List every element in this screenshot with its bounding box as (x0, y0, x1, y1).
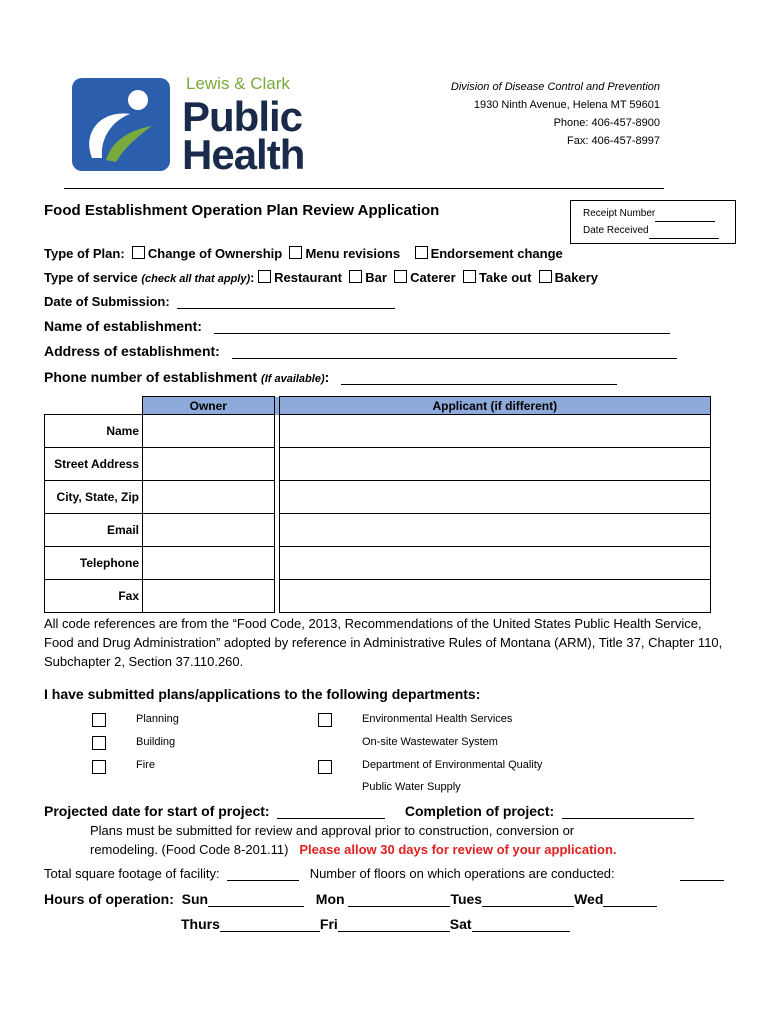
contact-block (451, 78, 660, 150)
checkbox-building[interactable] (92, 736, 106, 750)
row-label: Telephone (45, 547, 143, 580)
floors-label: Number of floors on which operations are conducted: (309, 866, 615, 881)
owner-street-field[interactable] (143, 448, 275, 481)
establishment-name-row (44, 318, 670, 334)
hours-row-1 (44, 891, 657, 907)
table-corner-cell (45, 397, 143, 415)
establishment-address-label: Address of establishment: (44, 343, 220, 359)
receipt-number-label: Receipt Number (583, 208, 656, 219)
owner-name-field[interactable] (143, 415, 275, 448)
applicant-fax-field[interactable] (279, 580, 710, 613)
owner-city-field[interactable] (143, 481, 275, 514)
date-of-submission-label: Date of Submission: (44, 294, 170, 309)
day-mon-field[interactable] (348, 892, 450, 907)
day-tues-field[interactable] (482, 892, 574, 907)
row-label: Name (45, 415, 143, 448)
checkbox-menu-revisions[interactable] (289, 246, 302, 259)
logo-text-public: Public (182, 93, 303, 140)
owner-applicant-table (44, 396, 711, 613)
day-fri-label: Fri (319, 916, 338, 932)
establishment-phone-label: Phone number of establishment (44, 369, 258, 385)
division-name: Division of Disease Control and Prevention (450, 81, 660, 93)
service-option-label: Restaurant (274, 270, 343, 285)
table-row (45, 580, 711, 613)
type-of-plan-label: Type of Plan: (44, 246, 125, 261)
table-row (45, 514, 711, 547)
checkbox-fire[interactable] (92, 760, 106, 774)
phone-colon: : (324, 369, 330, 385)
departments-title: I have submitted plans/applications to the following departments: (44, 686, 481, 702)
day-wed-field[interactable] (603, 892, 657, 907)
date-of-submission-row (44, 294, 395, 309)
dept-planning-label: Planning (136, 713, 179, 725)
plan-option-label: Menu revisions (305, 246, 401, 261)
day-fri-field[interactable] (338, 917, 450, 932)
floors-field[interactable] (680, 866, 724, 881)
form-title: Food Establishment Operation Plan Review Application (44, 202, 440, 219)
row-label: Fax (45, 580, 143, 613)
service-option-label: Bar (365, 270, 387, 285)
table-row (45, 547, 711, 580)
owner-email-field[interactable] (143, 514, 275, 547)
day-wed-label: Wed (574, 891, 604, 907)
checkbox-take-out[interactable] (463, 270, 476, 283)
type-of-service-note: (check all that apply) (141, 273, 251, 285)
establishment-phone-field[interactable] (341, 369, 617, 385)
type-of-service-row: Type of service (check all that apply): Restaurant Bar Caterer Take out Bakery (44, 270, 599, 285)
project-completion-label: Completion of project: (404, 803, 555, 819)
checkbox-caterer[interactable] (394, 270, 407, 283)
project-dates-row (44, 803, 694, 819)
day-sat-field[interactable] (472, 917, 570, 932)
type-of-service-label: Type of service (44, 270, 138, 285)
dept-deq-label: Department of Environmental Quality (362, 759, 543, 771)
logo-text-health: Health (182, 131, 305, 178)
food-code-note: remodeling. (Food Code 8-201.11) (90, 842, 289, 857)
logo-text-lewis-clark: Lewis & Clark (186, 74, 290, 93)
plan-option-label: Change of Ownership (147, 246, 283, 261)
dept-fire-label: Fire (136, 759, 155, 771)
establishment-address-row (44, 343, 677, 359)
dept-onsite-wastewater-label: On-site Wastewater System (362, 736, 498, 748)
applicant-street-field[interactable] (279, 448, 710, 481)
checkbox-endorsement-change[interactable] (415, 246, 428, 259)
dept-public-water-label: Public Water Supply (362, 781, 461, 793)
fax: Fax: 406-457-8997 (567, 135, 660, 147)
checkbox-environmental-health[interactable] (318, 713, 332, 727)
service-option-label: Bakery (554, 270, 599, 285)
day-thurs-field[interactable] (220, 917, 320, 932)
dept-building-label: Building (136, 736, 176, 748)
submission-note-line2 (90, 842, 617, 857)
checkbox-restaurant[interactable] (258, 270, 271, 283)
checkbox-deq[interactable] (318, 760, 332, 774)
sqft-field[interactable] (227, 866, 299, 881)
establishment-name-field[interactable] (214, 318, 670, 334)
phone-note: (If available) (261, 373, 325, 385)
hours-label: Hours of operation: (44, 891, 174, 907)
day-mon-label: Mon (315, 891, 345, 907)
plan-option-label: Endorsement change (430, 246, 563, 261)
phone: Phone: 406-457-8900 (553, 117, 660, 129)
checkbox-planning[interactable] (92, 713, 106, 727)
applicant-name-field[interactable] (279, 415, 710, 448)
owner-telephone-field[interactable] (143, 547, 275, 580)
table-row (45, 481, 711, 514)
establishment-phone-row (44, 369, 617, 385)
hours-row-2 (181, 916, 570, 932)
establishment-address-field[interactable] (232, 343, 677, 359)
address: 1930 Ninth Avenue, Helena MT 59601 (473, 99, 660, 111)
checkbox-bar[interactable] (349, 270, 362, 283)
day-tues-label: Tues (450, 891, 483, 907)
date-of-submission-field[interactable] (177, 294, 395, 309)
establishment-name-label: Name of establishment: (44, 318, 202, 334)
day-sun-field[interactable] (208, 892, 304, 907)
table-header-row (45, 397, 711, 415)
owner-fax-field[interactable] (143, 580, 275, 613)
facility-row (44, 866, 615, 881)
project-start-field[interactable] (277, 804, 385, 819)
project-completion-field[interactable] (562, 804, 694, 819)
type-of-plan-row (44, 246, 563, 261)
applicant-email-field[interactable] (279, 514, 710, 547)
day-sun-label: Sun (181, 891, 209, 907)
logo-icon (72, 78, 170, 171)
table-row (45, 448, 711, 481)
day-thurs-label: Thurs (181, 916, 220, 932)
code-reference-paragraph: All code references are from the “Food Code, 2013, Recommendations of the United States Public Health Service, Food and Drug Administration” adopted by reference in Administrative Rules of Montana (ARM), Title 37, Chapter 110, Subchapter 2, Section 37.110.260. (44, 616, 723, 669)
sqft-label: Total square footage of facility: (44, 866, 220, 881)
applicant-telephone-field[interactable] (279, 547, 710, 580)
checkbox-change-ownership[interactable] (132, 246, 145, 259)
table-row (45, 415, 711, 448)
service-option-label: Take out (478, 270, 532, 285)
row-label: Email (45, 514, 143, 547)
review-time-warning: Please allow 30 days for review of your application. (299, 842, 617, 857)
owner-column-header: Owner (143, 397, 275, 415)
date-received-label: Date Received (583, 225, 649, 236)
date-received-field[interactable] (649, 238, 719, 239)
day-sat-label: Sat (449, 916, 472, 932)
submission-note-line1: Plans must be submitted for review and approval prior to construction, conversion or (90, 823, 575, 838)
checkbox-bakery[interactable] (539, 270, 552, 283)
row-label: Street Address (45, 448, 143, 481)
applicant-city-field[interactable] (279, 481, 710, 514)
applicant-column-header: Applicant (if different) (279, 397, 710, 415)
service-option-label: Caterer (410, 270, 456, 285)
header-divider (64, 188, 664, 189)
dept-environmental-health-label: Environmental Health Services (362, 713, 513, 725)
project-start-label: Projected date for start of project: (44, 803, 270, 819)
row-label: City, State, Zip (45, 481, 143, 514)
receipt-box (570, 200, 736, 244)
